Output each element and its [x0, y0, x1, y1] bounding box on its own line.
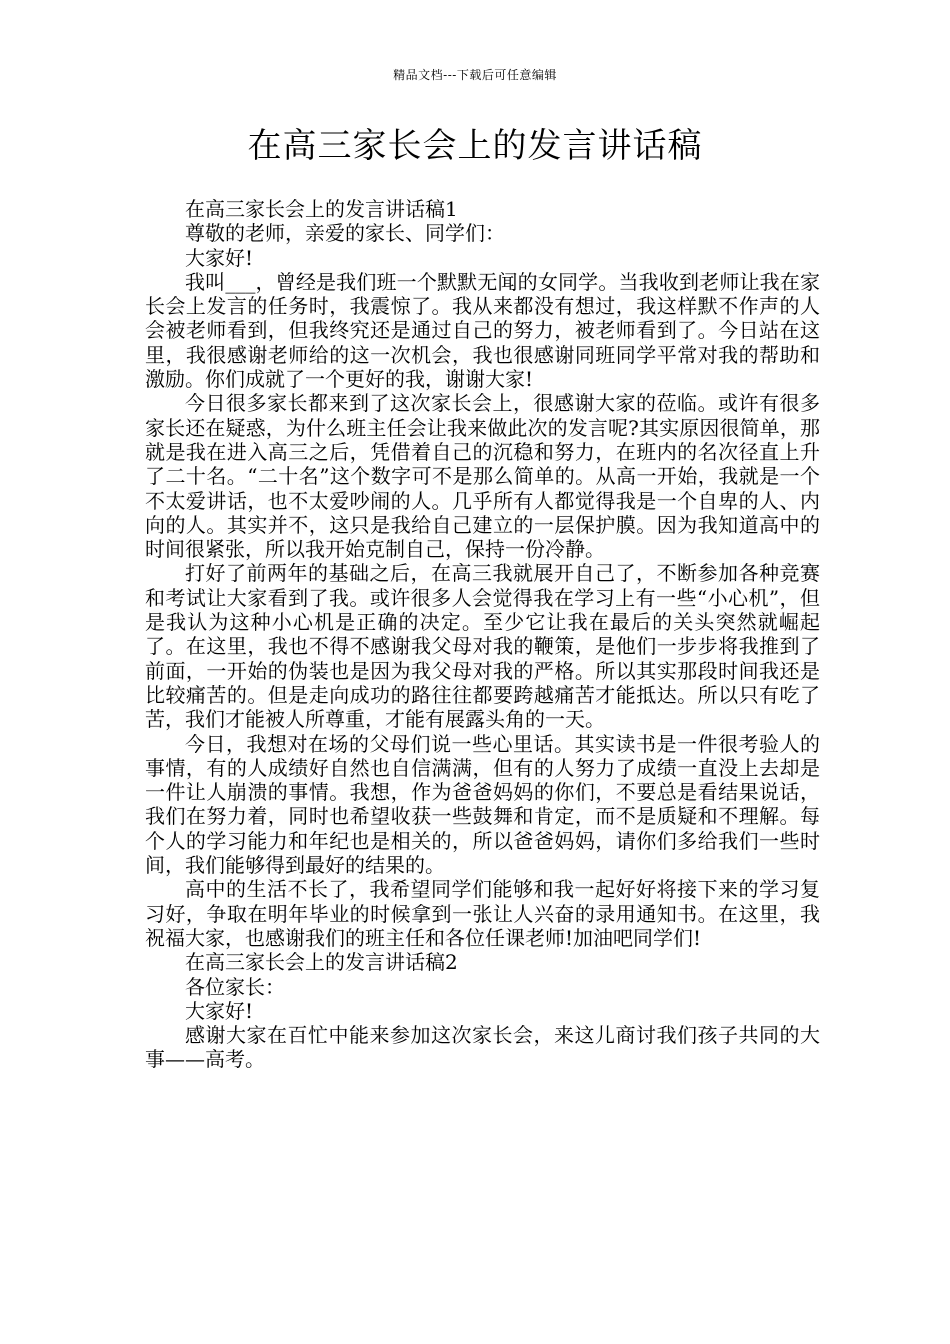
- body-paragraph: 我叫___，曾经是我们班一个默默无闻的女同学。当我收到老师让我在家长会上发言的任务时，我震惊了。我从来都没有想过，我这样默不作声的人会被老师看到，但我终究还是通过自己的努力，被老师看到了。今日站在这里，我很感谢老师给的这一次机会，我也很感谢同班同学平常对我的帮助和激励。你们成就了一个更好的我，谢谢大家!: [145, 269, 820, 392]
- document-title: 在高三家长会上的发言讲话稿: [247, 126, 703, 166]
- body-paragraph: 打好了前两年的基础之后，在高三我就展开自己了，不断参加各种竞赛和考试让大家看到了我。或许很多人会觉得我在学习上有一些“小心机”，但是我认为这种小心机是正确的决定。至少它让我在最后的关头突然就崛起了。在这里，我也不得不感谢我父母对我的鞭策，是他们一步步将我推到了前面，一开始的伪装也是因为我父母对我的严格。所以其实那段时间我还是比较痛苦的。但是走向成功的路往往都要跨越痛苦才能抵达。所以只有吃了苦，我们才能被人所尊重，才能有展露头角的一天。: [145, 561, 820, 732]
- section-heading-2: 在高三家长会上的发言讲话稿2: [185, 950, 458, 975]
- salutation: 各位家长：: [185, 974, 285, 999]
- page-header-note: 精品文档---下载后可任意编辑: [393, 68, 557, 82]
- body-paragraph: 今日，我想对在场的父母们说一些心里话。其实读书是一件很考验人的事情，有的人成绩好自然也自信满满，但有的人努力了成绩一直没上去却是一件让人崩溃的事情。我想，作为爸爸妈妈的你们，不要总是看结果说话，我们在努力着，同时也希望收获一些鼓舞和肯定，而不是质疑和不理解。每个人的学习能力和年纪也是相关的，所以爸爸妈妈，请你们多给我们一些时间，我们能够得到最好的结果的。: [145, 731, 820, 878]
- section-heading-1: 在高三家长会上的发言讲话稿1: [185, 197, 458, 221]
- salutation: 尊敬的老师，亲爱的家长、同学们：: [185, 221, 505, 246]
- body-paragraph: 高中的生活不长了，我希望同学们能够和我一起好好将接下来的学习复习好，争取在明年毕业的时候拿到一张让人兴奋的录用通知书。在这里，我祝福大家，也感谢我们的班主任和各位任课老师!加油吧同学们!: [145, 877, 820, 950]
- greeting: 大家好!: [185, 998, 254, 1023]
- document-body: [145, 197, 820, 1072]
- body-paragraph: 感谢大家在百忙中能来参加这次家长会，来这儿商讨我们孩子共同的大事——高考。: [145, 1023, 820, 1072]
- greeting: 大家好!: [185, 245, 254, 270]
- body-paragraph: 今日很多家长都来到了这次家长会上，很感谢大家的莅临。或许有很多家长还在疑惑，为什么班主任会让我来做此次的发言呢?其实原因很简单，那就是我在进入高三之后，凭借着自己的沉稳和努力，在班内的名次径直上升了二十名。“二十名”这个数字可不是那么简单的。从高一开始，我就是一个不太爱讲话，也不太爱吵闹的人。几乎所有人都觉得我是一个自卑的人、内向的人。其实并不，这只是我给自己建立的一层保护膜。因为我知道高中的时间很紧张，所以我开始克制自己，保持一份冷静。: [145, 391, 820, 562]
